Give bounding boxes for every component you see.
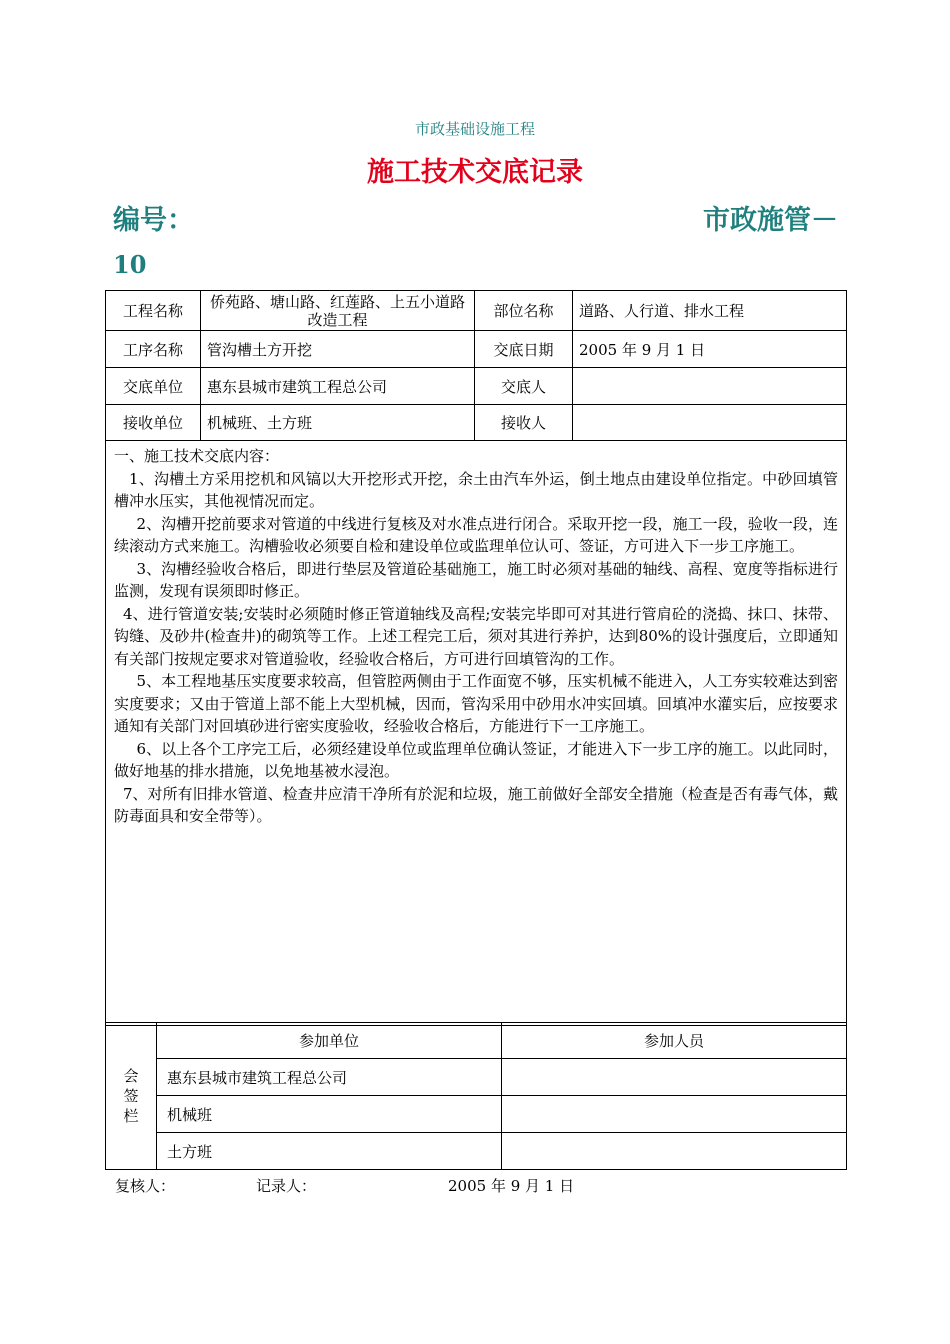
recorder-label: 记录人： bbox=[256, 1177, 317, 1195]
signoff-char: 会 bbox=[123, 1067, 139, 1085]
part-name: 道路、人行道、排水工程 bbox=[573, 291, 847, 331]
signoff-unit: 土方班 bbox=[157, 1133, 502, 1170]
signoff-side-label bbox=[106, 1023, 157, 1170]
content-item: 2、沟槽开挖前要求对管道的中线进行复核及对水准点进行闭合。采取开挖一段，施工一段，验收一段，连续滚动方式来施工。沟槽验收必须要自检和建设单位或监理单位认可、签证，方可进入下一步工序施工。 bbox=[114, 514, 838, 555]
part-name-label: 部位名称 bbox=[475, 291, 573, 331]
signoff-person bbox=[502, 1133, 847, 1170]
document-title: 施工技术交底记录 bbox=[367, 157, 583, 188]
receiver-unit: 机械班、土方班 bbox=[201, 405, 475, 441]
signoff-unit: 惠东县城市建筑工程总公司 bbox=[157, 1059, 502, 1096]
project-name-label: 工程名称 bbox=[106, 291, 201, 331]
code-number: 10 bbox=[113, 250, 147, 279]
content-item: 1、沟槽土方采用挖机和风镐以大开挖形式开挖，余土由汽车外运，倒土地点由建设单位指定。中砂回填管槽冲水压实，其他视情况而定。 bbox=[114, 469, 838, 510]
signoff-person bbox=[502, 1096, 847, 1133]
code-label: 编号： bbox=[113, 205, 194, 236]
signoff-char: 签 bbox=[123, 1087, 139, 1105]
receiver-person bbox=[573, 405, 847, 441]
content-item: 6、以上各个工序完工后，必须经建设单位或监理单位确认签证，才能进入下一步工序的施工。以此同时，做好地基的排水措施，以免地基被水浸泡。 bbox=[114, 739, 838, 780]
content-item: 5、本工程地基压实度要求较高，但管腔两侧由于工作面宽不够，压实机械不能进入，人工夯实较难达到密实度要求；又由于管道上部不能上大型机械，因而，管沟采用中砂用水冲实回填。回填冲水灌实后，应按要求通知有关部门对回填砂进行密实度验收，经验收合格后，方能进行下一工序施工。 bbox=[114, 672, 838, 735]
record-table bbox=[105, 290, 847, 1026]
signoff-table bbox=[105, 1022, 847, 1170]
document-subtitle: 市政基础设施工程 bbox=[414, 120, 535, 138]
unit-label: 交底单位 bbox=[106, 368, 201, 405]
signoff-unit: 机械班 bbox=[157, 1096, 502, 1133]
person-label: 交底人 bbox=[475, 368, 573, 405]
handover-unit: 惠东县城市建筑工程总公司 bbox=[201, 368, 475, 405]
content-item: 3、沟槽经验收合格后，即进行垫层及管道砼基础施工，施工时必须对基础的轴线、高程、宽度等指标进行监测，发现有误须即时修正。 bbox=[114, 559, 838, 600]
date-label: 交底日期 bbox=[475, 331, 573, 368]
project-name: 侨苑路、塘山路、红莲路、上五小道路改造工程 bbox=[201, 291, 475, 331]
content-item: 4、进行管道安装;安装时必须随时修正管道轴线及高程;安装完毕即可对其进行管肩砼的浇捣、抹口、抹带、钩缝、及砂井(检查井)的砌筑等工作。上述工程完工后，须对其进行养护，达到80%的设计强度后，立即通知有关部门按规定要求对管道验收，经验收合格后，方可进行回填管沟的工作。 bbox=[114, 604, 838, 668]
content-heading: 一、施工技术交底内容： bbox=[114, 447, 280, 465]
code-value: 市政施管－ bbox=[703, 205, 838, 236]
content-cell bbox=[106, 441, 847, 1026]
receiver-label: 接收人 bbox=[475, 405, 573, 441]
signoff-person bbox=[502, 1059, 847, 1096]
reviewer-label: 复核人： bbox=[115, 1177, 176, 1195]
col-unit-header: 参加单位 bbox=[157, 1023, 502, 1059]
content-item: 7、对所有旧排水管道、检查井应清干净所有於泥和垃圾，施工前做好全部安全措施（检查是否有毒气体，戴防毒面具和安全带等）。 bbox=[114, 784, 838, 825]
receiver-unit-label: 接收单位 bbox=[106, 405, 201, 441]
process-name-label: 工序名称 bbox=[106, 331, 201, 368]
signoff-char: 栏 bbox=[123, 1107, 139, 1125]
footer-date: 2005 年 9 月 1 日 bbox=[448, 1177, 575, 1195]
col-person-header: 参加人员 bbox=[502, 1023, 847, 1059]
handover-person bbox=[573, 368, 847, 405]
handover-date: 2005 年 9 月 1 日 bbox=[573, 331, 847, 368]
process-name: 管沟槽土方开挖 bbox=[201, 331, 475, 368]
